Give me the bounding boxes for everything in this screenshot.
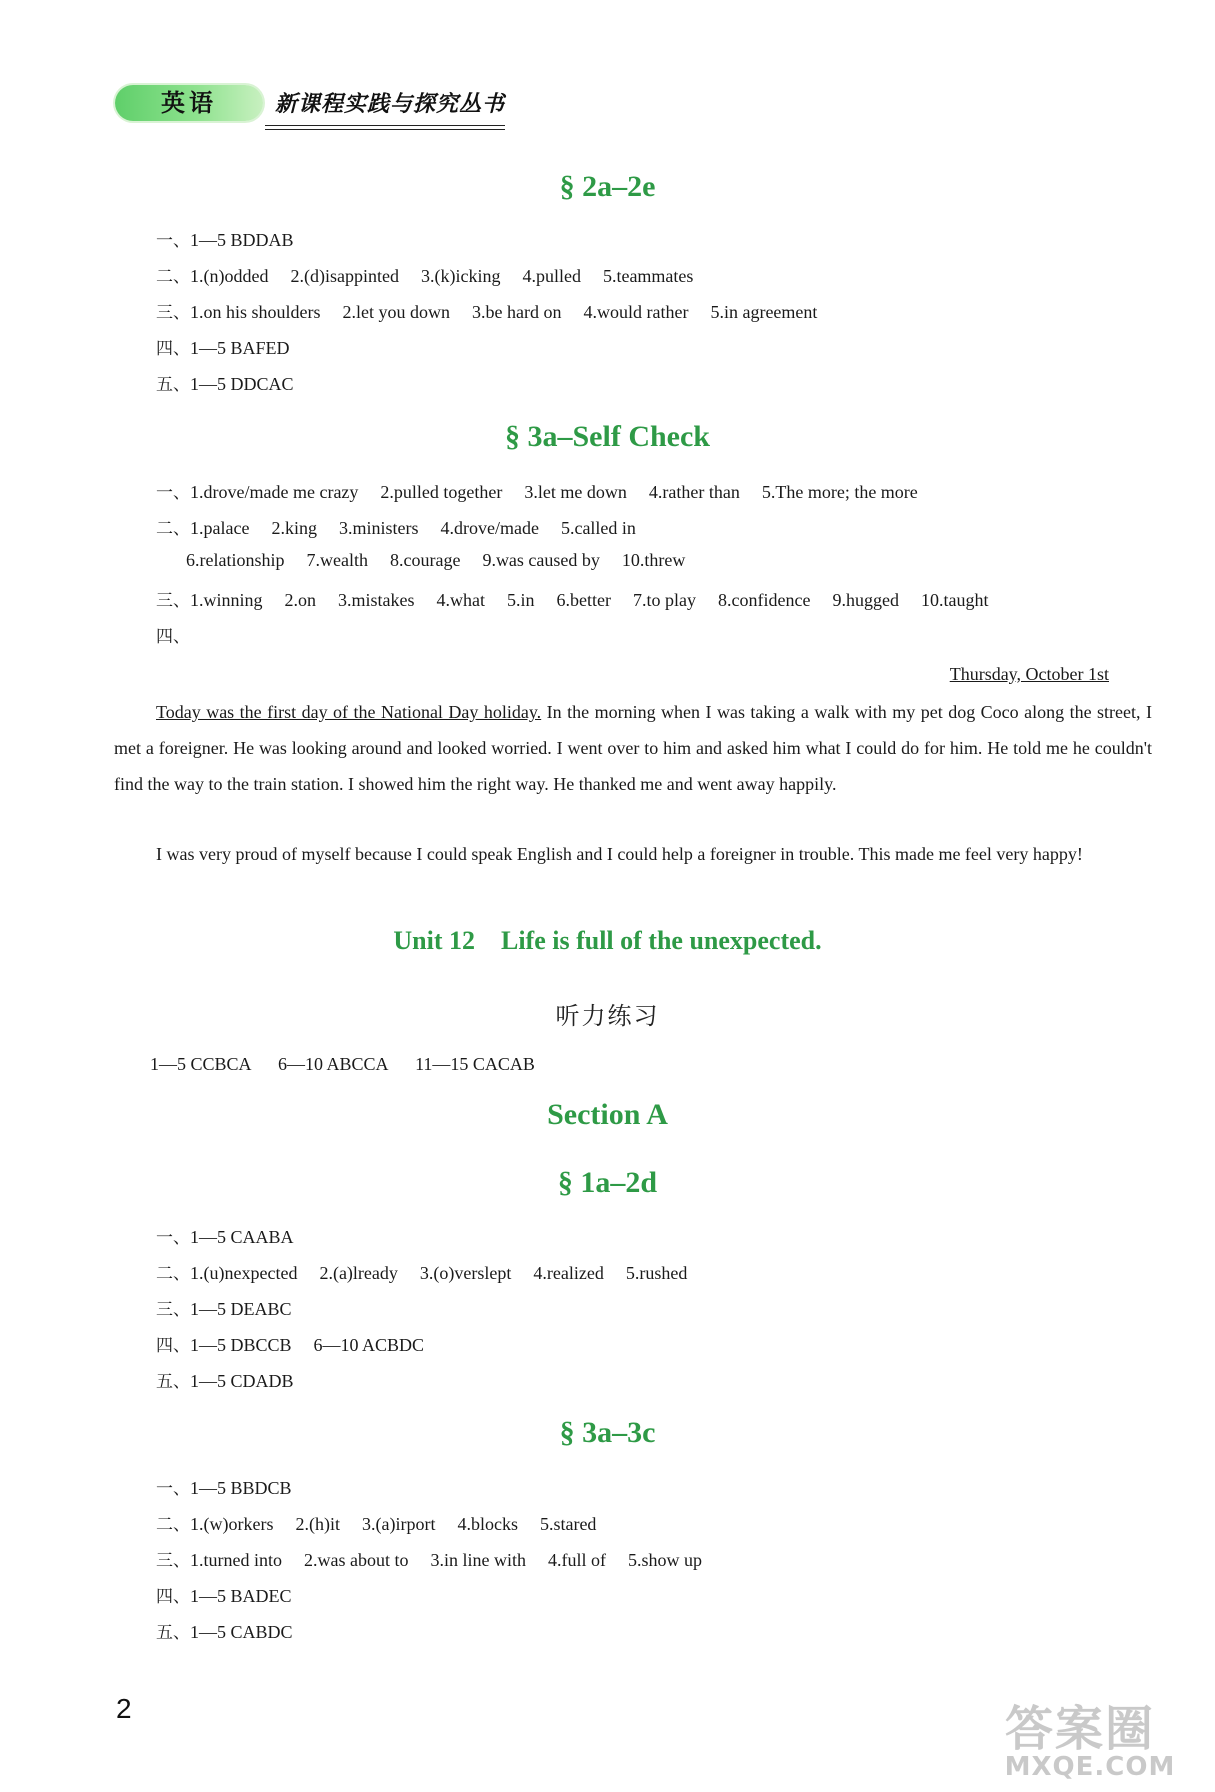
answer-item: 2.(h)it xyxy=(295,1514,340,1534)
answer-item: 10.taught xyxy=(920,590,989,610)
diary-date: Thursday, October 1st xyxy=(949,664,1109,684)
answer-item: 1—5 DBCCB xyxy=(190,1335,292,1355)
answer-item: 1—5 BDDAB xyxy=(190,230,294,250)
question-number: 五、 xyxy=(156,1623,190,1643)
answer-item: 1—5 DDCAC xyxy=(190,374,294,394)
listening-6-10: 6—10 ABCCA xyxy=(278,1054,389,1074)
header-rule xyxy=(265,125,505,126)
answer-line xyxy=(156,1546,724,1571)
answer-item: 3.(k)icking xyxy=(420,266,501,286)
unit-title: Unit 12 Life is full of the unexpected. xyxy=(393,926,822,955)
answer-item: 1.(n)odded xyxy=(190,266,269,286)
diary-paragraph-2: I was very proud of myself because I could speak English and I could help a foreigner in trouble. This made me feel very happy! xyxy=(156,844,1083,864)
answer-item: 1.(w)orkers xyxy=(190,1514,274,1534)
answer-item: 5.in xyxy=(507,590,535,610)
question-number: 二、 xyxy=(156,267,190,287)
question-number: 四、 xyxy=(156,1336,190,1356)
question-number: 三、 xyxy=(156,591,190,611)
answer-item: 1—5 CAABA xyxy=(190,1227,294,1247)
answer-line xyxy=(156,1618,315,1643)
question-number: 三、 xyxy=(156,1300,190,1320)
question-number: 一、 xyxy=(156,483,190,503)
diary-paragraph-1 xyxy=(114,694,1152,802)
answer-item: 2.was about to xyxy=(304,1550,409,1570)
answer-line xyxy=(156,1331,446,1356)
answer-item: 8.courage xyxy=(389,550,461,570)
answer-item: 3.(o)verslept xyxy=(419,1263,512,1283)
answer-item: 3.be hard on xyxy=(472,302,562,322)
answer-item: 5.rushed xyxy=(625,1263,688,1283)
answer-item: 1—5 BBDCB xyxy=(190,1478,292,1498)
watermark-logo: 答案圈 xyxy=(1004,1701,1155,1757)
answer-line xyxy=(156,1582,314,1607)
page-header xyxy=(115,85,505,125)
answer-item: 4.drove/made xyxy=(440,518,539,538)
answer-item: 6.relationship xyxy=(186,550,285,570)
listening-1-5: 1—5 CCBCA xyxy=(150,1054,252,1074)
question-number: 二、 xyxy=(156,519,190,539)
section-title-3a-self-check: § 3a–Self Check xyxy=(505,420,710,453)
diary-paragraph-1-rest: In the morning when I was taking a walk with my pet dog Coco along the street, I met a foreigner. He was looking around and looked worried. I went over to him and asked him what I could do for him. He told me he couldn't find the way to the train station. I showed him the right way. He thanked me and went away happily. xyxy=(114,702,1152,794)
answer-item: 9.was caused by xyxy=(482,550,600,570)
answer-item: 1—5 CDADB xyxy=(190,1371,294,1391)
question-number: 一、 xyxy=(156,1479,190,1499)
subject-label: 英语 xyxy=(161,89,217,117)
section-a-title: Section A xyxy=(547,1098,668,1131)
watermark xyxy=(960,1690,1210,1790)
answer-line xyxy=(156,370,316,395)
answer-item: 1—5 DEABC xyxy=(190,1299,292,1319)
answer-item: 4.pulled xyxy=(522,266,581,286)
answer-line xyxy=(156,298,839,323)
answer-item: 1—5 BADEC xyxy=(190,1586,292,1606)
answer-line xyxy=(156,1367,316,1392)
answer-item: 3.ministers xyxy=(338,518,419,538)
answer-line xyxy=(156,262,715,287)
answer-item: 2.let you down xyxy=(342,302,450,322)
answer-line xyxy=(156,1510,618,1535)
answer-line xyxy=(156,622,190,647)
watermark-url: MXQE.COM xyxy=(1004,1752,1176,1782)
answer-item: 1.turned into xyxy=(190,1550,282,1570)
answer-line xyxy=(156,1295,314,1320)
question-number: 五、 xyxy=(156,375,190,395)
question-number: 一、 xyxy=(156,231,190,251)
answer-item: 4.what xyxy=(436,590,486,610)
answer-item: 6—10 ACBDC xyxy=(313,1335,425,1355)
answer-line xyxy=(156,334,312,359)
answer-item: 5.stared xyxy=(539,1514,597,1534)
question-number: 一、 xyxy=(156,1228,190,1248)
answer-item: 3.mistakes xyxy=(338,590,415,610)
section-title-3a-3c: § 3a–3c xyxy=(559,1416,656,1449)
answer-line xyxy=(156,1259,709,1284)
answer-line xyxy=(156,1223,316,1248)
answer-item: 5.called in xyxy=(560,518,636,538)
answer-line xyxy=(156,226,316,251)
question-number: 二、 xyxy=(156,1264,190,1284)
listening-answers xyxy=(150,1054,557,1075)
answer-line xyxy=(186,550,707,571)
answer-item: 4.rather than xyxy=(648,482,740,502)
answer-item: 4.full of xyxy=(547,1550,606,1570)
series-title: 新课程实践与探究丛书 xyxy=(275,91,506,117)
answer-item: 1.drove/made me crazy xyxy=(190,482,359,502)
answer-item: 5.in agreement xyxy=(710,302,818,322)
listening-title: 听力练习 xyxy=(555,1002,660,1030)
diary-underlined-sentence: Today was the first day of the National Day holiday. xyxy=(156,702,542,722)
answer-line xyxy=(156,586,1010,611)
answer-item: 3.(a)irport xyxy=(361,1514,436,1534)
answer-item: 1.on his shoulders xyxy=(190,302,321,322)
question-number: 三、 xyxy=(156,303,190,323)
answer-item: 7.wealth xyxy=(306,550,368,570)
answer-item: 7.to play xyxy=(633,590,697,610)
answer-item: 9.hugged xyxy=(832,590,899,610)
answer-item: 1—5 BAFED xyxy=(190,338,290,358)
answer-item: 4.blocks xyxy=(457,1514,518,1534)
answer-item: 5.show up xyxy=(627,1550,702,1570)
answer-item: 2.king xyxy=(271,518,317,538)
answer-item: 5.The more; the more xyxy=(761,482,918,502)
question-number: 四、 xyxy=(156,1587,190,1607)
section-title-1a-2d: § 1a–2d xyxy=(557,1166,658,1199)
answer-item: 4.would rather xyxy=(583,302,689,322)
answer-item: 5.teammates xyxy=(602,266,694,286)
answer-item: 1.palace xyxy=(190,518,250,538)
header-rule-secondary xyxy=(265,129,505,130)
question-number: 二、 xyxy=(156,1515,190,1535)
answer-item: 1.(u)nexpected xyxy=(190,1263,298,1283)
answer-item: 2.(a)lready xyxy=(319,1263,398,1283)
answer-item: 3.in line with xyxy=(430,1550,526,1570)
answer-item: 8.confidence xyxy=(718,590,811,610)
section-title-2a-2e: § 2a–2e xyxy=(559,170,656,203)
answer-item: 1—5 CABDC xyxy=(190,1622,293,1642)
answer-item: 3.let me down xyxy=(524,482,627,502)
listening-11-15: 11—15 CACAB xyxy=(415,1054,535,1074)
question-number: 四、 xyxy=(156,627,190,647)
answer-item: 1.winning xyxy=(190,590,263,610)
answer-item: 2.pulled together xyxy=(380,482,503,502)
answer-item: 2.on xyxy=(284,590,317,610)
answer-line xyxy=(156,1474,314,1499)
question-number: 四、 xyxy=(156,339,190,359)
question-number: 五、 xyxy=(156,1372,190,1392)
answer-item: 10.threw xyxy=(621,550,686,570)
page-number: 2 xyxy=(116,1693,132,1724)
question-number: 三、 xyxy=(156,1551,190,1571)
answer-item: 6.better xyxy=(556,590,612,610)
answer-item: 2.(d)isappinted xyxy=(290,266,399,286)
answer-line xyxy=(156,478,940,503)
answer-item: 4.realized xyxy=(533,1263,604,1283)
answer-line xyxy=(156,514,658,539)
